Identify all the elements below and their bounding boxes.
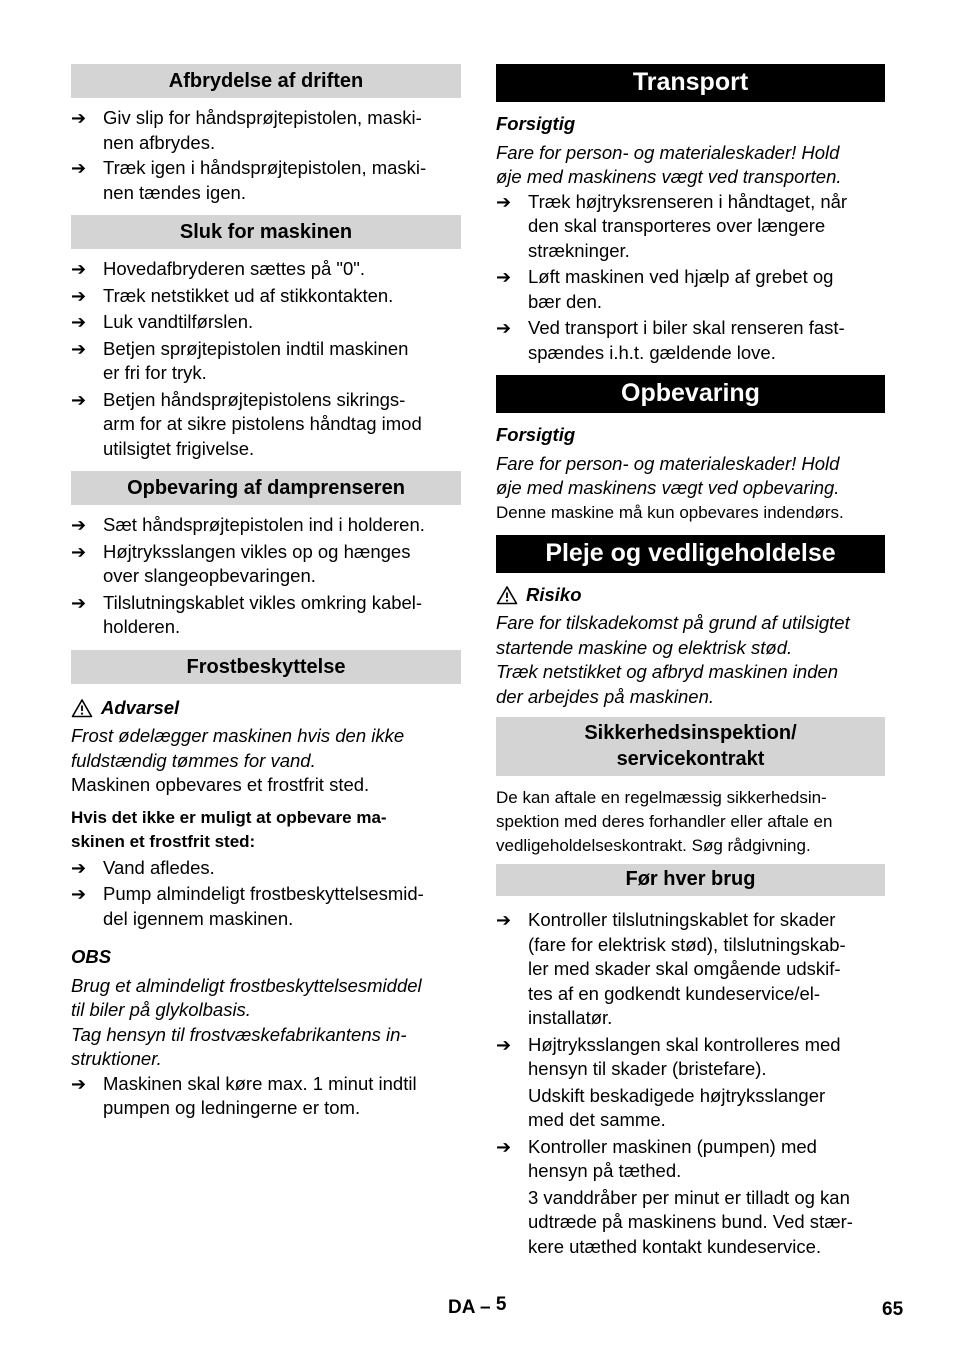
list-item: ➔ Kontroller maskinen (pumpen) med hensyn på tæthed. — [496, 1135, 817, 1181]
list-item: ➔ Ved transport i biler skal renseren fast- spændes i.h.t. gældende love. — [496, 317, 845, 363]
arrow-right-icon: ➔ — [71, 541, 87, 562]
frost-note: Maskinen opbevares et frostfrit sted. — [71, 774, 370, 795]
chapter-heading-transport: Transport — [496, 64, 885, 102]
list-item: ➔ Højtryksslangen vikles op og hænges over slangeopbevaringen. — [71, 540, 411, 586]
footer-section-label: DA – 5 — [448, 1294, 507, 1318]
section-heading-opbevaring-damp: Opbevaring af damprenseren — [71, 471, 461, 505]
list-item: ➔ Sæt håndsprøjtepistolen ind i holderen. — [71, 513, 461, 538]
section-heading-afbrydelse: Afbrydelse af driften — [71, 64, 461, 98]
warning-triangle-icon — [71, 698, 93, 718]
list-item: ➔ Vand afledes. — [71, 856, 461, 881]
list-item-continuation: Udskift beskadigede højtryksslanger med det samme. — [528, 1084, 826, 1130]
list-item: ➔ Træk højtryksrenseren i håndtaget, når den skal transporteres over længere strækninger. — [496, 190, 848, 261]
list-item: ➔ Træk igen i håndsprøjtepistolen, maski- nen tændes igen. — [71, 157, 427, 203]
risk-text: Fare for tilskadekomst på grund af utilsigtet startende maskine og elektrisk stød. Træk netstikket og afbryd maskinen inden der arbejdes på maskinen. — [496, 612, 850, 707]
arrow-right-icon: ➔ — [71, 1073, 87, 1094]
arrow-right-icon: ➔ — [496, 191, 512, 212]
obs-label: OBS — [71, 946, 112, 967]
arrow-right-icon: ➔ — [496, 1136, 512, 1157]
arrow-right-icon: ➔ — [496, 1034, 512, 1055]
list-item: ➔ Giv slip for håndsprøjtepistolen, maski- nen afbrydes. — [71, 107, 422, 153]
arrow-right-icon: ➔ — [71, 592, 87, 613]
arrow-right-icon: ➔ — [71, 389, 87, 410]
arrow-right-icon: ➔ — [71, 259, 87, 279]
chapter-heading-opbevaring: Opbevaring — [496, 375, 885, 413]
caution-text: Fare for person- og materialeskader! Hold øje med maskinens vægt ved transporten. — [496, 141, 842, 187]
caution-label: Forsigtig — [496, 113, 576, 134]
sikkerhed-text: De kan aftale en regelmæssig sikkerhedsin- spektion med deres forhandler eller aftale en vedligeholdelseskontrakt. Søg rådgivning. — [496, 788, 833, 855]
arrow-right-icon: ➔ — [496, 318, 512, 338]
list-item: ➔ Tilslutningskablet vikles omkring kabel- holderen. — [71, 591, 423, 637]
arrow-right-icon: ➔ — [71, 285, 87, 306]
arrow-right-icon: ➔ — [496, 267, 512, 287]
arrow-right-icon: ➔ — [71, 857, 87, 878]
opbevaring-note: Denne maskine må kun opbevares indendørs. — [496, 502, 844, 522]
list-item: ➔ Luk vandtilførslen. — [71, 310, 461, 335]
arrow-right-icon: ➔ — [71, 108, 87, 128]
arrow-right-icon: ➔ — [71, 312, 87, 332]
list-item: ➔ Maskinen skal køre max. 1 minut indtil pumpen og ledningerne er tom. — [71, 1072, 417, 1118]
list-item: ➔ Kontroller tilslutningskablet for skader (fare for elektrisk stød), tilslutningskab- ler med skader skal omgående udskif- tes af en godkendt kundeservice/el- installatør. — [496, 909, 846, 1028]
chapter-heading-pleje: Pleje og vedligeholdelse — [496, 535, 885, 573]
section-heading-foer: Før hver brug — [496, 864, 885, 896]
warning-triangle-icon — [496, 585, 518, 605]
list-item: ➔ Løft maskinen ved hjælp af grebet og bær den. — [496, 266, 834, 312]
arrow-right-icon: ➔ — [71, 338, 87, 359]
arrow-right-icon: ➔ — [71, 158, 87, 178]
risk-label: Risiko — [496, 583, 885, 608]
left-column — [71, 64, 461, 1121]
arrow-right-icon: ➔ — [71, 515, 87, 535]
page-number: 65 — [882, 1299, 904, 1320]
warning-text: Frost ødelægger maskinen hvis den ikke fuldstændig tømmes for vand. — [71, 725, 405, 771]
obs-text: Brug et almindeligt frostbeskyttelsesmiddel til biler på glykolbasis. Tag hensyn til frostvæskefabrikantens in- struktioner. — [71, 974, 422, 1069]
frost-bold-note: Hvis det ikke er muligt at opbevare ma- skinen et frostfrit sted: — [71, 807, 387, 851]
list-item-continuation: 3 vanddråber per minut er tilladt og kan udtræde på maskinens bund. Ved stær- kere utæthed kontakt kundeservice. — [528, 1186, 853, 1257]
list-item: ➔ Pump almindeligt frostbeskyttelsesmid- del igennem maskinen. — [71, 883, 424, 929]
list-item: ➔ Betjen håndsprøjtepistolens sikrings- arm for at sikre pistolens håndtag imod utilsigtet frigivelse. — [71, 388, 422, 459]
section-heading-frost: Frostbeskyttelse — [71, 650, 461, 684]
warning-label: Advarsel — [71, 696, 461, 721]
caution-label: Forsigtig — [496, 424, 576, 445]
arrow-right-icon: ➔ — [71, 884, 87, 904]
caution-text: Fare for person- og materialeskader! Hold øje med maskinens vægt ved opbevaring. — [496, 452, 840, 498]
list-item: ➔ Træk netstikket ud af stikkontakten. — [71, 284, 461, 309]
list-item: ➔ Betjen sprøjtepistolen indtil maskinen er fri for tryk. — [71, 337, 409, 383]
list-item: ➔ Højtryksslangen skal kontrolleres med hensyn til skader (bristefare). — [496, 1033, 841, 1079]
arrow-right-icon: ➔ — [496, 910, 512, 930]
list-item: ➔ Hovedafbryderen sættes på "0". — [71, 257, 461, 282]
section-heading-sikkerhed: Sikkerhedsinspektion/ servicekontrakt — [496, 717, 885, 776]
right-column — [496, 64, 885, 1259]
section-heading-sluk: Sluk for maskinen — [71, 215, 461, 249]
